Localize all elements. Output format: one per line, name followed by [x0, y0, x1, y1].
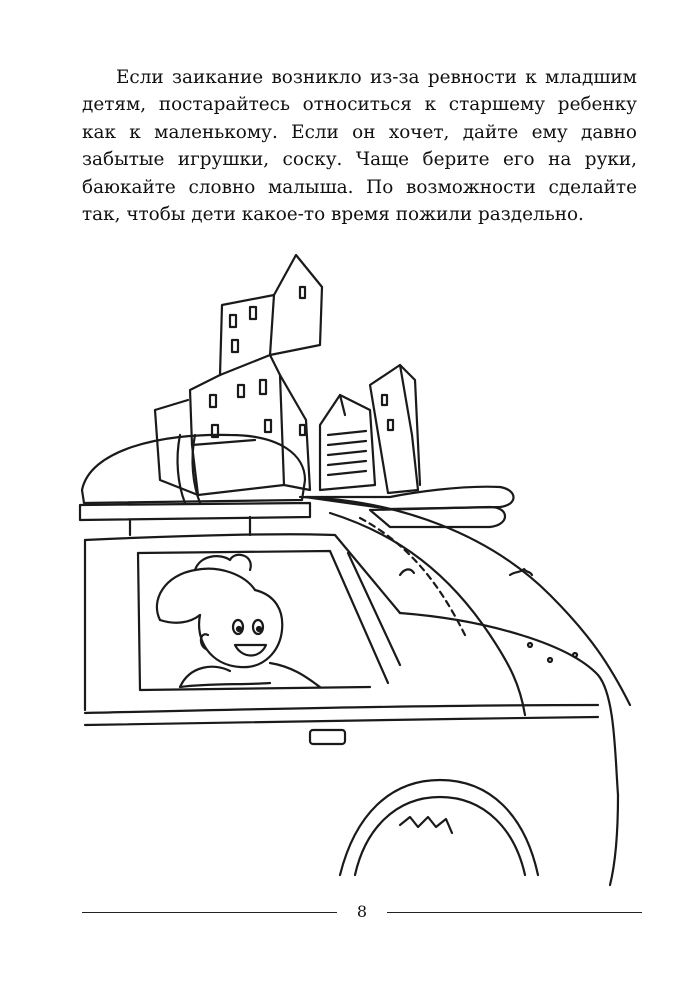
roof-box — [80, 435, 514, 535]
page-footer — [82, 900, 642, 924]
boy-figure — [157, 555, 320, 687]
boy-in-car-illustration-icon — [70, 235, 650, 895]
page-number: 8 — [356, 902, 368, 921]
footer-rule-left — [82, 912, 337, 913]
body-paragraph: Если заикание возникло из-за ревности к младшим детям, постарайтесь относиться к старшему ребенку как к маленькому. Если он хочет, дайте ему давно забытые игрушки, соску. Чаще берите его на руки, баюкайте словно малыша. По возможности сделайте так, чтобы дети какое-то время пожили раздельно. — [82, 67, 637, 226]
road — [300, 497, 630, 715]
footer-rule-right — [387, 912, 642, 913]
city-buildings — [155, 255, 420, 495]
